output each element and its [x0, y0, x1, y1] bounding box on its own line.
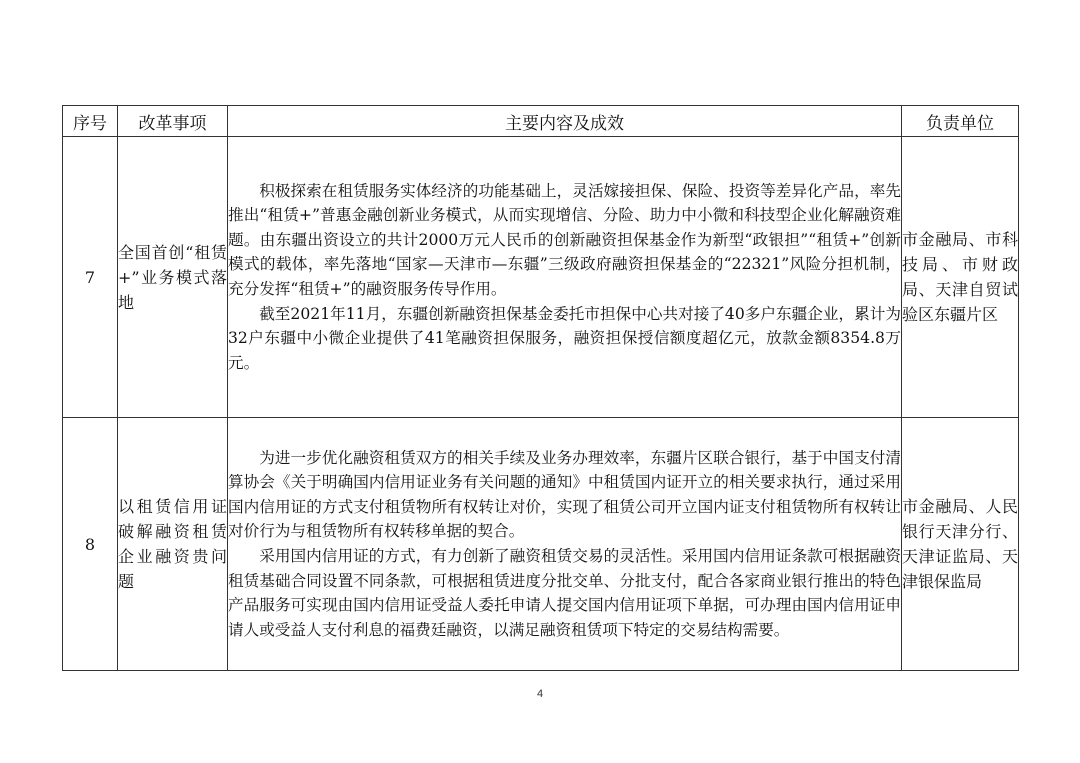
- content-paragraph: 截至2021年11月，东疆创新融资担保基金委托市担保中心共对接了40多户东疆企业，累计为32户东疆中小微企业提供了41笔融资担保服务，融资担保授信额度超亿元，放款金额8354.8万元。: [228, 304, 901, 372]
- content-paragraph: 为进一步优化融资租赁双方的相关手续及业务办理效率，东疆片区联合银行，基于中国支付清算协会《关于明确国内信用证业务有关问题的通知》中租赁国内证开立的相关要求执行，通过采用国内信用证的方式支付租赁物所有权转让对价，实现了租赁公司开立国内证支付租赁物所有权转让对价行为与租赁物所有权转移单据的契合。: [228, 448, 901, 541]
- content-paragraph: 采用国内信用证的方式，有力创新了融资租赁交易的灵活性。采用国内信用证条款可根据融资租赁基础合同设置不同条款，可根据租赁进度分批交单、分批支付，配合各家商业银行推出的特色产品服务可实现由国内信用证受益人委托申请人提交国内信用证项下单据，可办理由国内信用证申请人或受益人支付利息的福费廷融资，以满足融资租赁项下特定的交易结构需要。: [228, 547, 901, 639]
- header-item: 改革事项: [118, 106, 228, 137]
- table-header-row: [63, 106, 1019, 137]
- header-content: 主要内容及成效: [228, 106, 902, 137]
- content-paragraph: 积极探索在租赁服务实体经济的功能基础上，灵活嫁接担保、保险、投资等差异化产品，率先推出“租赁+”普惠金融创新业务模式，从而实现增信、分险、助力中小微和科技型企业化解融资难题。由东疆出资设立的共计2000万元人民币的创新融资担保基金作为新型“政银担”“租赁+”创新模式的载体，率先落地“国家—天津市—东疆”三级政府融资担保基金的“22321”风险分担机制，充分发挥“租赁+”的融资服务传导作用。: [228, 181, 901, 298]
- row-number: 8: [63, 418, 118, 671]
- reform-item: 以租赁信用证破解融资租赁企业融资贵问题: [118, 418, 228, 671]
- reform-table: [62, 105, 1019, 671]
- table-row: [63, 418, 1019, 671]
- responsible-unit: 市金融局、人民银行天津分行、天津证监局、天津银保监局: [902, 418, 1019, 671]
- header-unit: 负责单位: [902, 106, 1019, 137]
- content-cell: [228, 137, 902, 418]
- content-cell: [228, 418, 902, 671]
- page-number: 4: [536, 688, 544, 700]
- reform-item: 全国首创“租赁+”业务模式落地: [118, 137, 228, 418]
- header-no: 序号: [63, 106, 118, 137]
- responsible-unit: 市金融局、市科技局、市财政局、天津自贸试验区东疆片区: [902, 137, 1019, 418]
- row-number: 7: [63, 137, 118, 418]
- table-row: [63, 137, 1019, 418]
